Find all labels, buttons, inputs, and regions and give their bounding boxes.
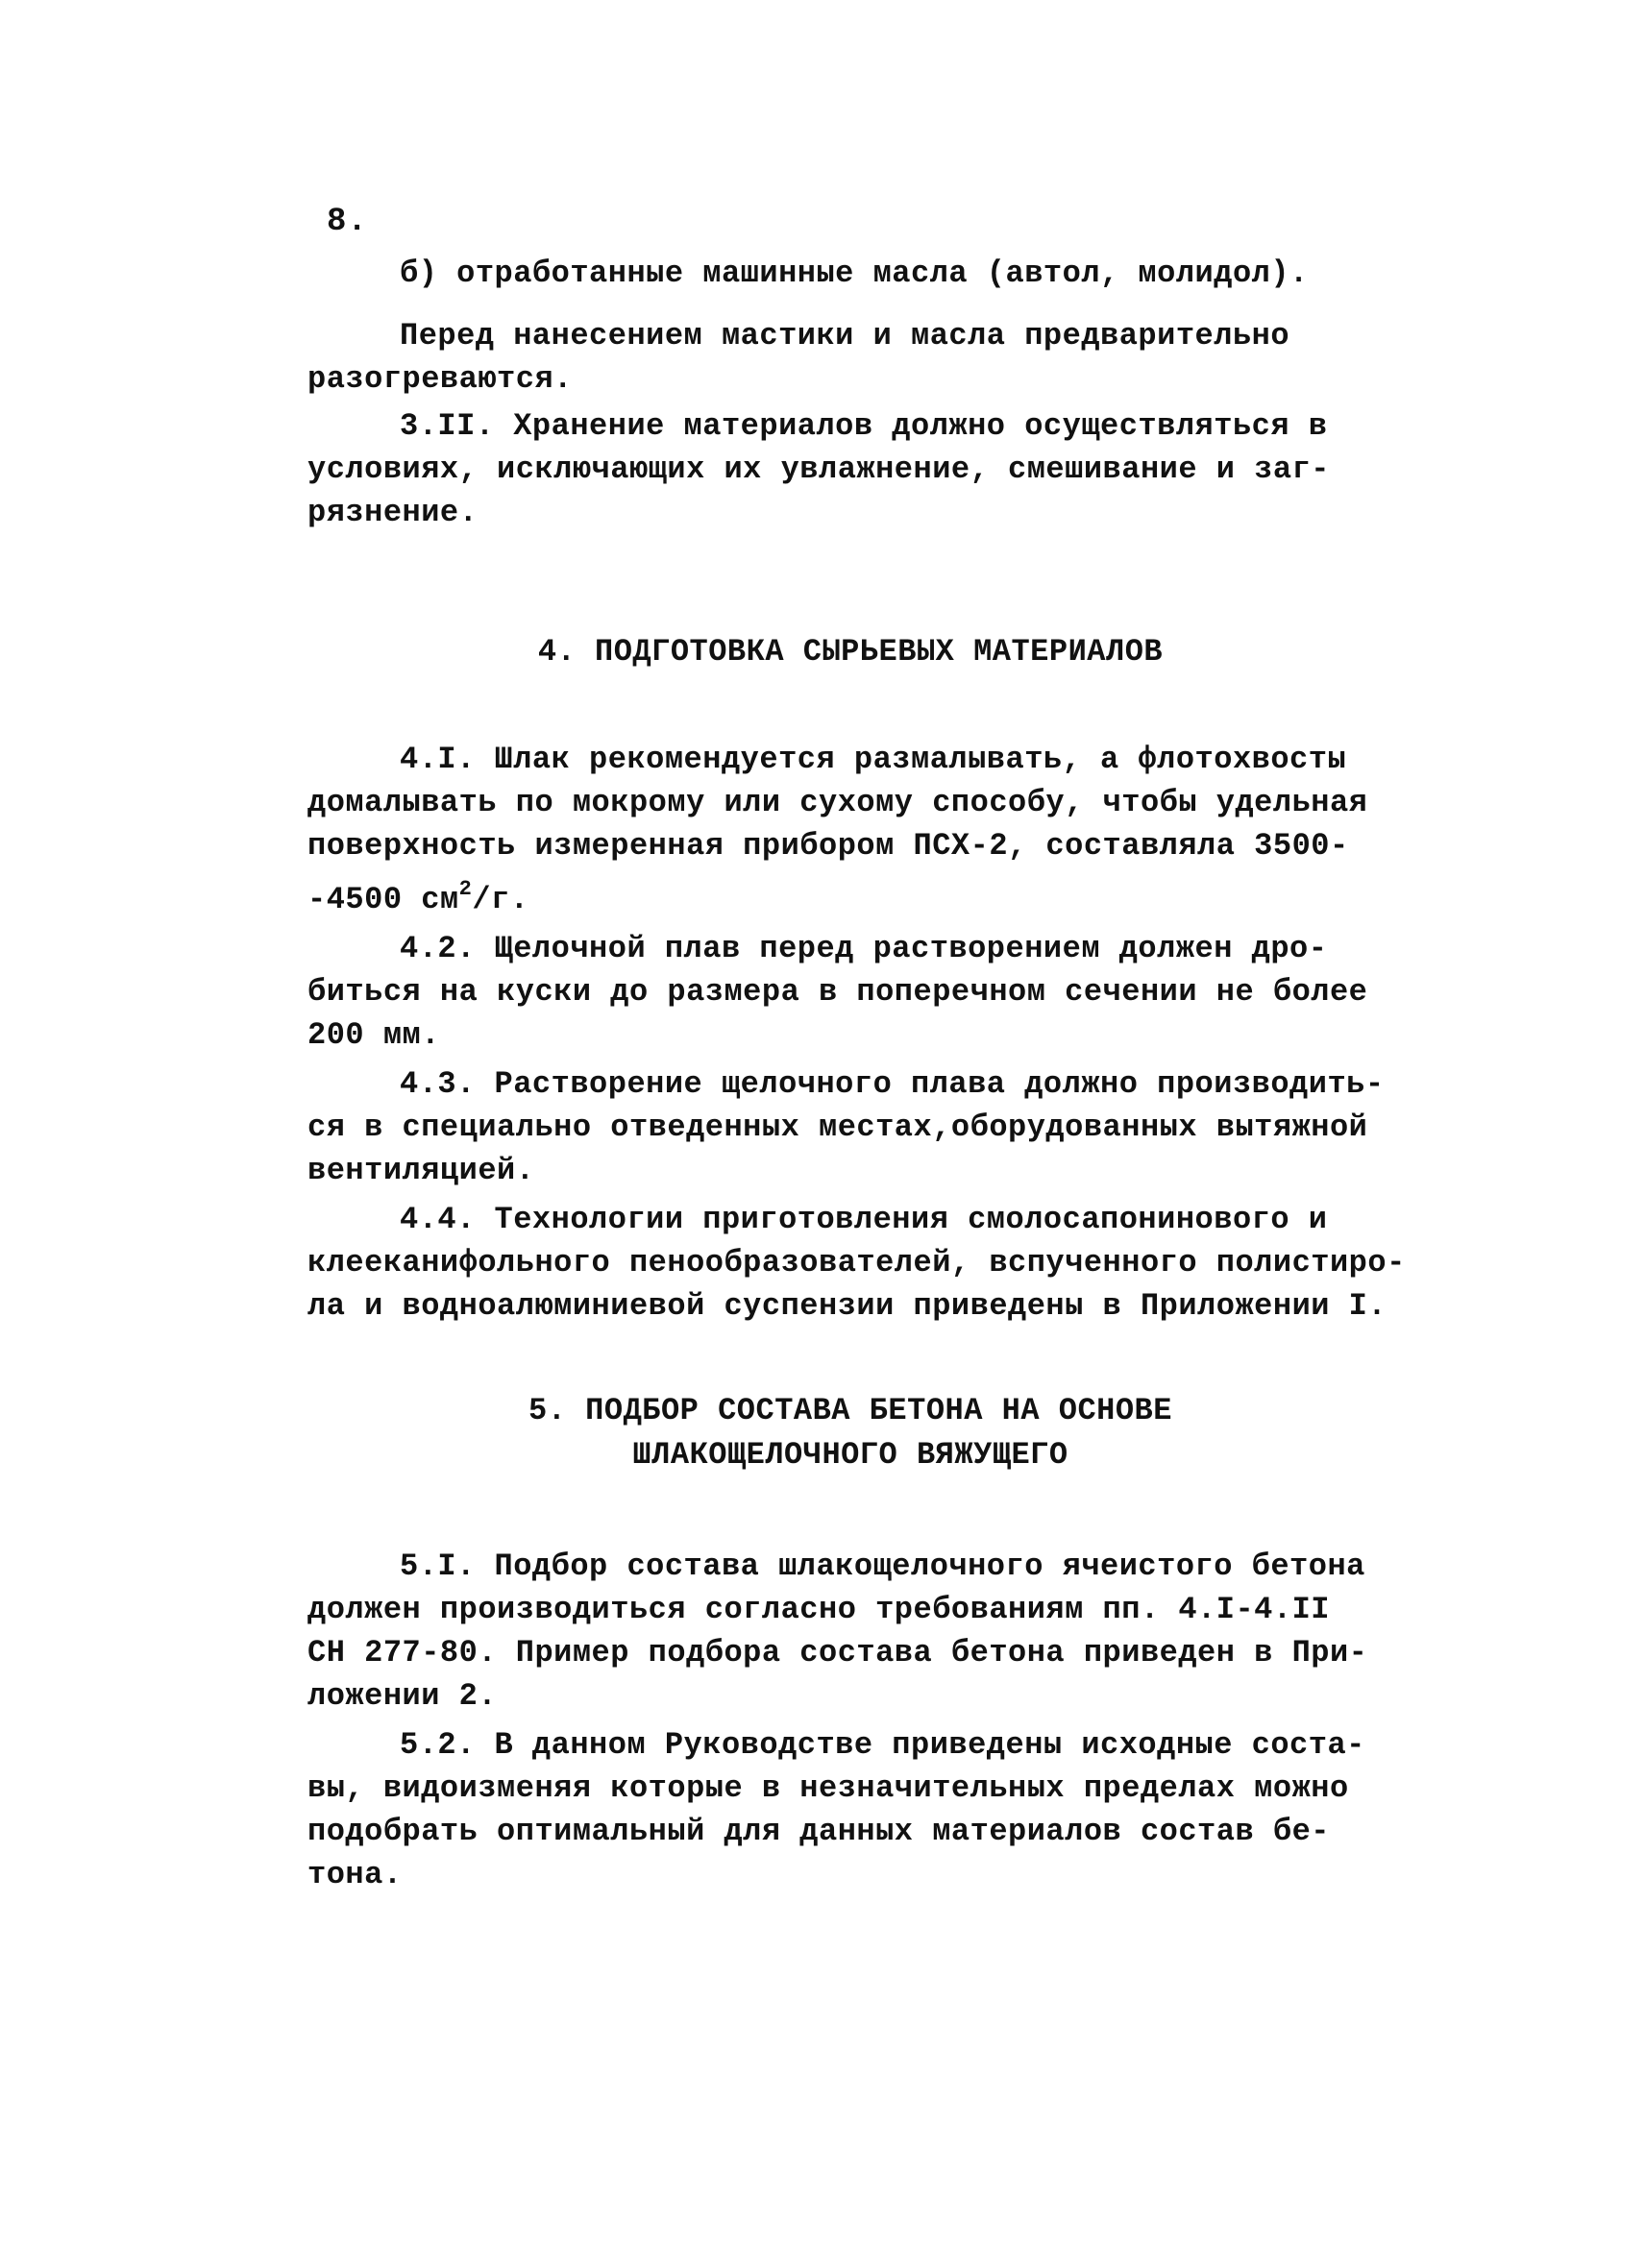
section-5-heading [307, 1389, 1393, 1477]
paragraph-4-1-line: поверхность измеренная прибором ПСХ-2, составляла 3500- [307, 828, 1349, 864]
paragraph-4-2-line: 200 мм. [307, 1017, 440, 1053]
paragraph-5-1-line: должен производиться согласно требованиям пп. 4.I-4.II [307, 1592, 1330, 1627]
section-5-heading-line: ШЛАКОЩЕЛОЧНОГО ВЯЖУЩЕГО [632, 1437, 1068, 1473]
paragraph-4-4-line: ла и водноалюминиевой суспензии приведены в Приложении I. [307, 1288, 1387, 1324]
section-4-body [307, 738, 1406, 1328]
paragraph-5-1-line: ложении 2. [307, 1678, 498, 1714]
section-5-heading-line: 5. ПОДБОР СОСТАВА БЕТОНА НА ОСНОВЕ [528, 1393, 1172, 1428]
paragraph-4-1-line [307, 867, 1393, 921]
paragraph-4-3-line: ся в специально отведенных местах,оборудованных вытяжной [307, 1110, 1368, 1145]
paragraph-line: разогреваются. [307, 361, 573, 397]
paragraph-5-2-line: 5.2. В данном Руководстве приведены исходные соста- [400, 1727, 1365, 1763]
paragraph-line: Перед нанесением мастики и масла предварительно [400, 318, 1290, 354]
paragraph-5-2-line: тона. [307, 1857, 403, 1892]
paragraph-5-1-line: 5.I. Подбор состава шлакощелочного ячеистого бетона [400, 1549, 1365, 1584]
paragraph-3-11-line: условиях, исключающих их увлажнение, смешивание и заг- [307, 451, 1330, 487]
paragraph-4-3-line: вентиляцией. [307, 1153, 535, 1188]
paragraph-5-1-line: СН 277-80. Пример подбора состава бетона приведен в При- [307, 1635, 1368, 1671]
list-item-b: б) отработанные машинные масла (автол, молидол). [400, 256, 1309, 291]
paragraph-4-3-line: 4.3. Растворение щелочного плава должно производить- [400, 1066, 1385, 1102]
paragraph-4-2-line: биться на куски до размера в поперечном сечении не более [307, 974, 1368, 1010]
unit-superscript: 2 [458, 877, 473, 901]
paragraph-4-1-line: 4.I. Шлак рекомендуется размалывать, а флотохвосты [400, 742, 1347, 777]
paragraph-4-1-line: домалывать по мокрому или сухому способу, чтобы удельная [307, 785, 1368, 820]
paragraph-3-11-line: рязнение. [307, 495, 479, 530]
unit-suffix: /г. [472, 882, 529, 917]
paragraph-5-2-line: вы, видоизменяя которые в незначительных пределах можно [307, 1770, 1349, 1806]
section-3-continuation [307, 252, 1393, 534]
section-5-body [307, 1545, 1393, 1896]
paragraph-4-4-line: 4.4. Технологии приготовления смолосапонинового и [400, 1202, 1328, 1237]
page-number: 8. [327, 204, 368, 240]
section-4-heading: 4. ПОДГОТОВКА СЫРЬЕВЫХ МАТЕРИАЛОВ [537, 634, 1164, 670]
paragraph-4-4-line: клееканифольного пенообразователей, вспученного полистиро- [307, 1245, 1406, 1280]
paragraph-4-2-line: 4.2. Щелочной плав перед растворением должен дро- [400, 931, 1328, 966]
paragraph-5-2-line: подобрать оптимальный для данных материалов состав бе- [307, 1814, 1330, 1849]
unit-prefix: -4500 см [307, 882, 459, 917]
paragraph-3-11-line: 3.II. Хранение материалов должно осуществляться в [400, 408, 1328, 444]
